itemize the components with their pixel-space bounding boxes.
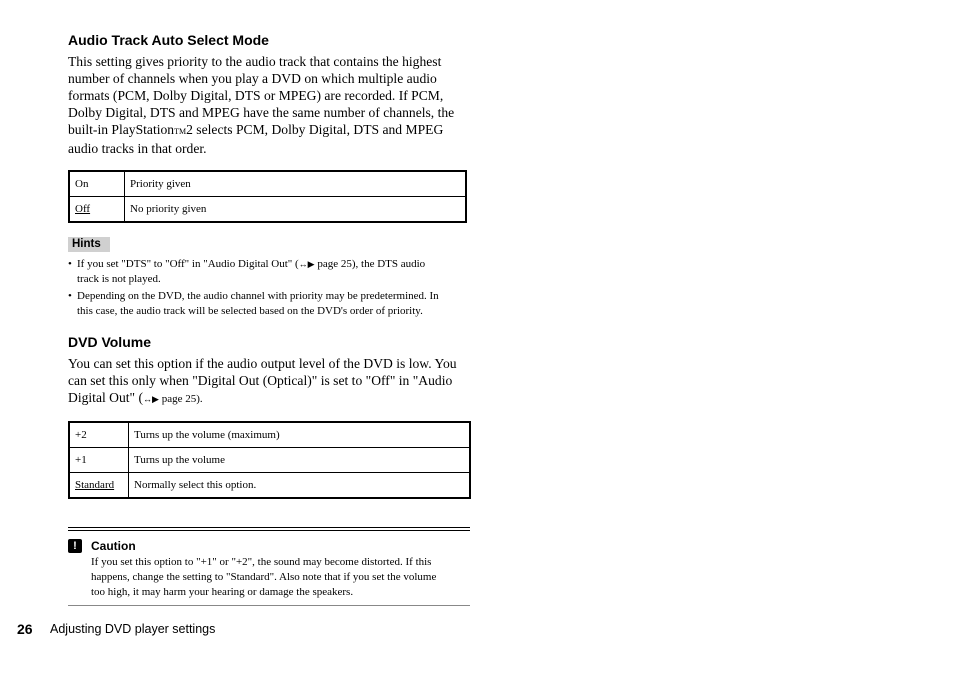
paragraph-line: You can set this option if the audio output level of the DVD is low. You (68, 356, 457, 371)
page-number: 26 (17, 621, 33, 637)
option-cell: +1 (69, 448, 129, 473)
page-reference-arrow-icon: ↔▶ (143, 394, 159, 404)
description-cell: Turns up the volume (maximum) (129, 422, 471, 448)
caution-bottom-divider (68, 605, 470, 606)
footer-section-title: Adjusting DVD player settings (50, 622, 216, 636)
dvd-volume-description (68, 355, 478, 408)
table-row (69, 448, 470, 473)
paragraph-line: Dolby Digital, DTS and MPEG have the same number of channels, the (68, 105, 455, 120)
hints-list (68, 257, 470, 321)
table-row (69, 473, 470, 499)
table-row (69, 171, 466, 197)
section-title-dvd-volume: DVD Volume (68, 334, 151, 350)
audio-track-description (68, 53, 478, 157)
list-item: • Depending on the DVD, the audio channel with priority may be predetermined. In this case, the audio track will be selected based on the DVD's order of priority. (68, 290, 439, 317)
option-cell: +2 (69, 422, 129, 448)
paragraph-line: audio tracks in that order. (68, 141, 207, 156)
caution-divider (68, 530, 470, 531)
caution-title: Caution (91, 539, 136, 553)
paragraph-line: This setting gives priority to the audio track that contains the highest (68, 54, 442, 69)
description-cell: Normally select this option. (129, 473, 471, 499)
description-cell: Turns up the volume (129, 448, 471, 473)
paragraph-line: number of channels when you play a DVD on which multiple audio (68, 71, 437, 86)
paragraph-line: Digital Out" (↔▶ page 25). (68, 389, 478, 408)
bullet: • (68, 258, 72, 270)
description-cell: No priority given (125, 197, 467, 223)
caution-text: If you set this option to "+1" or "+2", the sound may become distorted. If this happens, change the setting to "Standard". Also note that if you set the volume too high, it may harm your hearing or damage the speakers. (91, 556, 437, 598)
table-row (69, 197, 466, 223)
dvd-volume-options-table (68, 421, 471, 499)
option-cell-default: Standard (69, 473, 129, 499)
bullet: • (68, 290, 72, 302)
option-cell-default: Off (69, 197, 125, 223)
option-cell: On (69, 171, 125, 197)
table-row (69, 422, 470, 448)
audio-track-options-table (68, 170, 467, 223)
list-item: • If you set "DTS" to "Off" in "Audio Digital Out" (↔▶ page 25), the DTS audio track is not played. (68, 258, 426, 285)
description-cell: Priority given (125, 171, 467, 197)
paragraph-line: can set this only when "Digital Out (Optical)" is set to "Off" in "Audio (68, 373, 453, 388)
section-title-audio-track: Audio Track Auto Select Mode (68, 32, 269, 48)
caution-divider (68, 527, 470, 528)
trademark-text: TM (174, 127, 187, 136)
page-reference-arrow-icon: ↔▶ (298, 259, 315, 269)
paragraph-line: built-in PlayStationTM2 selects PCM, Dolby Digital, DTS and MPEG (68, 122, 444, 137)
paragraph-line: formats (PCM, Dolby Digital, DTS or MPEG) are recorded. If PCM, (68, 88, 444, 103)
caution-icon: ! (68, 539, 82, 553)
hints-label: Hints (68, 237, 110, 252)
